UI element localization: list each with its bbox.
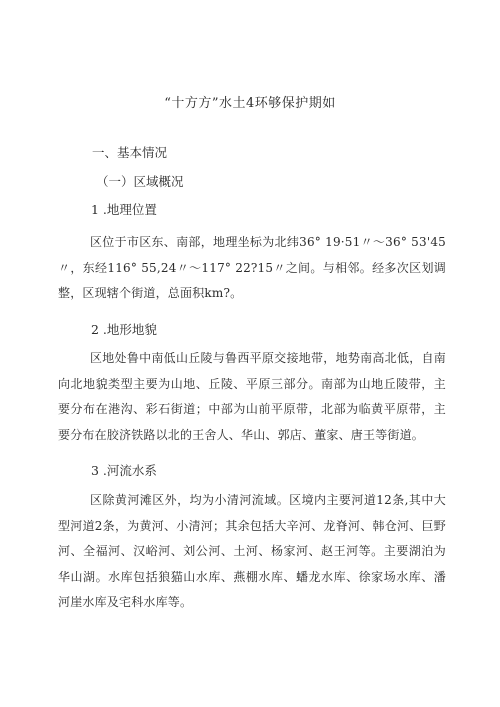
- item-heading-location: 1 .地理位置: [91, 202, 157, 217]
- section-heading-basic-info: 一、基本情况: [92, 145, 168, 160]
- subsection-heading-region-overview: （一）区域概况: [96, 174, 184, 189]
- paragraph-terrain: 区地处鲁中南低山丘陵与鲁西平原交接地带，地势南高北低，自南向北地貌类型主要为山地、丘陵、平原三部分。南部为山地丘陵带，主要分布在港沟、彩石街道；中部为山前平原带，北部为临黄平原带，主要分布在胶济铁路以北的王舍人、华山、郭店、董家、唐王等街道。: [58, 351, 446, 442]
- paragraph-rivers: 区除黄河滩区外，均为小清河流域。区境内主要河道12条,其中大型河道2条，为黄河、小清河；其余包括大辛河、龙脊河、韩仓河、巨野河、全福河、汉峪河、刘公河、土河、杨家河、赵王河等。主要湖泊为华山湖。水库包括狼猫山水库、燕棚水库、蟠龙水库、徐家场水库、潘河崖水库及宅科水库等。: [58, 493, 446, 609]
- item-heading-rivers: 3 .河流水系: [91, 463, 157, 478]
- document-title: “十方方”水土4环够保护期如: [164, 96, 336, 111]
- paragraph-location: 区位于市区东、南部，地理坐标为北纬36° 19·51〃～36° 53'45〃，东经116° 55,24〃～117° 22?15〃之间。与相邻。经多次区划调整，区现辖个街道，总面积km?。: [58, 235, 446, 300]
- item-heading-terrain: 2 .地形地貌: [91, 322, 157, 337]
